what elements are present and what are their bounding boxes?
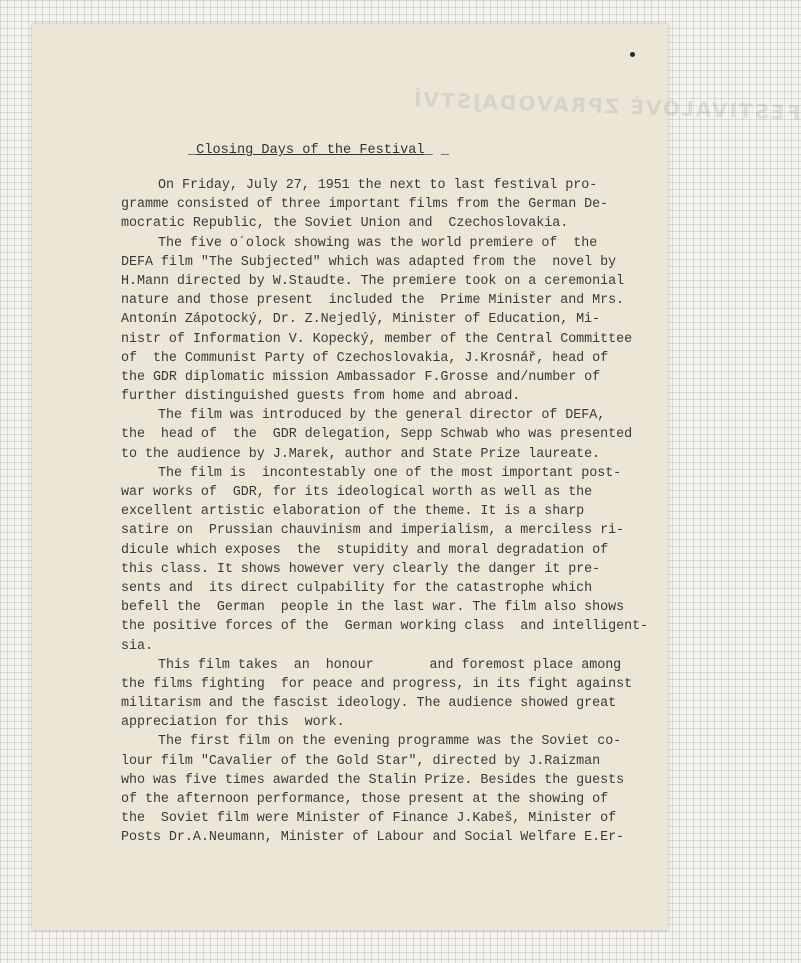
text-line: The film is incontestably one of the most important post-	[158, 465, 622, 481]
text-line: mocratic Republic, the Soviet Union and Czechoslovakia.	[121, 216, 569, 232]
text-line: sents and its direct culpability for the catastrophe which	[121, 580, 593, 596]
text-line: On Friday, July 27, 1951 the next to last festival pro-	[158, 178, 598, 193]
text-line: of the Communist Party of Czechoslovakia, J.Krosnář, head of	[121, 350, 609, 366]
text-line: of the afternoon performance, those present at the showing of	[121, 792, 609, 807]
text-line: H.Mann directed by W.Staudte. The premiere took on a ceremonial	[121, 273, 625, 289]
text-line: the GDR diplomatic mission Ambassador F.Grosse and/number of	[121, 369, 601, 385]
text-line: to the audience by J.Marek, author and State Prize laureate.	[121, 446, 601, 462]
text-line: nature and those present included the Prime Minister and Mrs.	[121, 293, 625, 309]
document-body	[121, 176, 649, 848]
text-line: further distinguished guests from home and abroad.	[121, 389, 521, 405]
text-line: satire on Prussian chauvinism and imperialism, a merciless ri-	[121, 523, 625, 539]
text-line: DEFA film "The Subjected" which was adapted from the novel by	[121, 254, 617, 270]
text-line: the positive forces of the German working class and intelligent-	[121, 619, 649, 635]
title-text: Closing Days of the Festival	[196, 143, 425, 158]
text-line: sia.	[121, 638, 153, 654]
text-line: appreciation for this work.	[121, 715, 345, 731]
text-line: This film takes an honour and foremost place among	[158, 657, 622, 673]
text-line: the head of the GDR delegation, Sepp Schwab who was presented	[121, 427, 633, 443]
text-line: this class. It shows however very clearly the danger it pre-	[121, 561, 601, 577]
text-line: the Soviet film were Minister of Finance J.Kabeš, Minister of	[121, 811, 617, 827]
text-line: lour film "Cavalier of the Gold Star", directed by J.Raizman	[121, 753, 601, 769]
text-line: who was five times awarded the Stalin Prize. Besides the guests	[121, 772, 625, 788]
text-line: war works of GDR, for its ideological worth as well as the	[121, 485, 593, 500]
text-line: dicule which exposes the stupidity and moral degradation of	[121, 542, 609, 558]
text-line: The five o´olock showing was the world premiere of the	[158, 235, 598, 251]
document-title: _Closing Days of the Festival_ _	[188, 143, 450, 158]
text-line: excellent artistic elaboration of the theme. It is a sharp	[121, 504, 585, 520]
text-line: The first film on the evening programme was the Soviet co-	[158, 734, 622, 750]
text-line: befell the German people in the last war. The film also shows	[121, 600, 625, 616]
text-line: Posts Dr.A.Neumann, Minister of Labour and Social Welfare E.Er-	[121, 830, 625, 846]
text-line: the films fighting for peace and progress, in its fight against	[121, 676, 633, 692]
punch-hole	[630, 52, 635, 57]
text-line: militarism and the fascist ideology. The audience showed great	[121, 696, 617, 712]
text-line: The film was introduced by the general director of DEFA,	[158, 408, 606, 424]
text-line: gramme consisted of three important films from the German De-	[121, 197, 609, 213]
text-line: Antonín Zápotocký, Dr. Z.Nejedlý, Minister of Education, Mi-	[121, 312, 601, 328]
text-line: nistr of Information V. Kopecký, member of the Central Committee	[121, 331, 633, 347]
background-bleed-text: FESTIVALOVÉ ZPRAVODAJSTVÍ	[411, 87, 801, 125]
